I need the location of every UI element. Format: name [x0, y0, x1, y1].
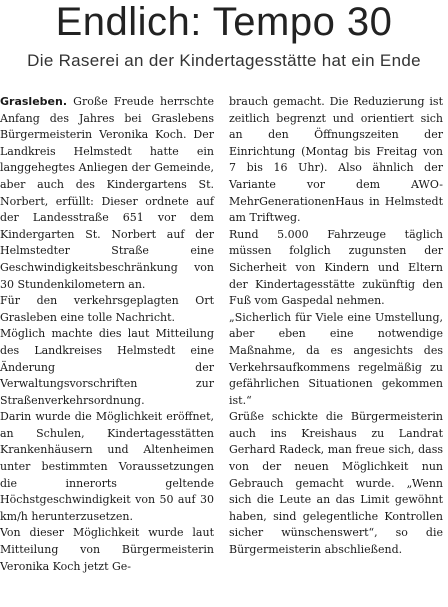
article-paragraph: Rund 5.000 Fahrzeuge täglich müssen folglich zugunsten der Sicherheit von Kindern und Eltern der Kindertagesstätte zukünftig den Fuß vom Gaspedal nehmen. [229, 227, 443, 308]
article-paragraph: „Sicherlich für Viele eine Umstellung, aber eben eine notwendige Maßnahme, da es angesichts des Verkehrsaufkommens regelmäßig zu gefährlichen Situationen gekommen ist.“ [229, 310, 443, 407]
article-paragraph: Grüße schickte die Bürgermeisterin auch ins Kreishaus zu Landrat Gerhard Radeck, man freue sich, dass von der neuen Möglichkeit nun Gebrauch gemacht wurde. „Wenn sich die Leute an das Limit gewöhnt haben, sind gelegentliche Kontrollen sicher wünschenswert“, so die Bürgermeisterin abschließend. [229, 410, 443, 557]
article-body [0, 94, 448, 607]
article-paragraph [0, 94, 214, 293]
article-dateline: Grasleben. [0, 95, 67, 108]
article-paragraph: Für den verkehrsgeplagten Ort Grasleben eine tolle Nachricht. [0, 294, 214, 324]
article-paragraph: Möglich machte dies laut Mitteilung des Landkreises Helmstedt eine Änderung der Verwaltungsvorschriften zur Straßenverkehrsordnung. [0, 327, 214, 407]
article-paragraph: Darin wurde die Möglichkeit eröffnet, an Schulen, Kindertagesstätten Krankenhäusern und Altenheimen unter bestimmten Voraussetzungen die innerorts geltende Höchstgeschwindigkeit von 50 auf 30 km/h herunterzusetzen. [0, 410, 214, 523]
article-headline: Endlich: Tempo 30 [55, 0, 393, 44]
article-paragraph-text: Große Freude herrschte Anfang des Jahres bei Graslebens Bürgermeisterin Veronika Koch. Der Landkreis Helmstedt hatte ein langgehegtes Anliegen der Gemeinde, aber auch des Kindergartens St. Norbert, erfüllt: Dieser ordnete auf der Landesstraße 651 vor dem Kindergarten St. Norbert auf der Helmstedter Straße eine Geschwindigkeitsbeschränkung von 30 Stundenkilometern an. [0, 95, 214, 291]
article-paragraph: brauch gemacht. Die Reduzierung ist zeitlich begrenzt und orientiert sich an den Öffnungszeiten der Einrichtung (Montag bis Freitag von 7 bis 16 Uhr). Also ähnlich der Variante vor dem AWO-MehrGenerationenHaus in Helmstedt am Triftweg. [229, 95, 443, 225]
article-column-right [229, 94, 443, 559]
article-paragraph: Von dieser Möglichkeit wurde laut Mitteilung von Bürgermeisterin Veronika Koch jetzt Ge- [0, 526, 214, 573]
article-column-left [0, 94, 214, 575]
article-subheadline: Die Raserei an der Kindertagesstätte hat ein Ende [27, 51, 421, 70]
